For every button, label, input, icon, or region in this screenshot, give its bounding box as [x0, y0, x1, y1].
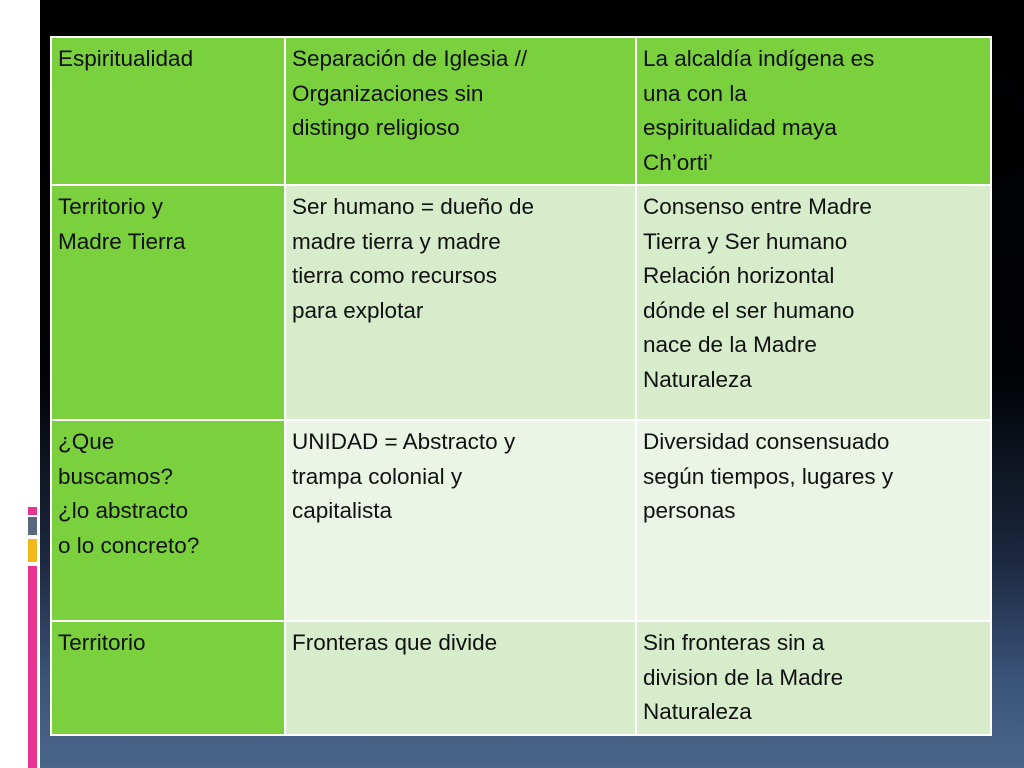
cell-line: Ser humano = dueño de: [292, 194, 535, 219]
cell-line: Territorio: [58, 630, 146, 655]
cell-line: dónde el ser humano: [643, 297, 855, 323]
decor-gray-block: [28, 517, 37, 535]
table-row: [51, 420, 991, 621]
cell-line: o lo concreto?: [58, 532, 200, 558]
cell-line: division de la Madre: [643, 664, 844, 690]
cell-line: Ch’orti’: [643, 149, 714, 175]
cell: [636, 185, 991, 420]
cell-line: una con la: [643, 80, 747, 106]
cell: [636, 621, 991, 735]
cell-line: según tiempos, lugares y: [643, 463, 894, 489]
cell-line: ¿Que: [58, 429, 115, 454]
cell-line: personas: [643, 498, 736, 523]
row-label-cell: [51, 185, 285, 420]
table-row: [51, 621, 991, 735]
cell-line: madre tierra y madre: [292, 228, 501, 254]
cell-line: buscamos?: [58, 463, 174, 489]
cell-line: Territorio y: [58, 194, 164, 219]
cell-line: nace de la Madre: [643, 332, 817, 357]
cell-line: Consenso entre Madre: [643, 194, 872, 219]
cell-line: Separación de Iglesia //: [292, 46, 528, 71]
cell-line: La alcaldía indígena es: [643, 46, 875, 71]
cell: [285, 37, 636, 185]
row-label-cell: [51, 420, 285, 621]
cell: [636, 37, 991, 185]
decor-pink-bar: [28, 566, 37, 768]
cell-line: UNIDAD = Abstracto y: [292, 429, 516, 454]
cell: [285, 621, 636, 735]
cell-line: Naturaleza: [643, 699, 752, 724]
cell-line: Sin fronteras sin a: [643, 630, 825, 655]
cell-line: ¿lo abstracto: [58, 498, 189, 523]
cell-line: para explotar: [292, 297, 424, 323]
table-row: [51, 185, 991, 420]
cell-line: espiritualidad maya: [643, 115, 837, 140]
decor-pink-square: [28, 507, 37, 515]
cell-line: trampa colonial y: [292, 463, 463, 489]
cell: [636, 420, 991, 621]
cell-line: Fronteras que divide: [292, 630, 498, 655]
cell-line: Diversidad consensuado: [643, 429, 890, 454]
cell-line: Relación horizontal: [643, 263, 835, 288]
cell-line: Tierra y Ser humano: [643, 228, 848, 254]
row-label-cell: [51, 621, 285, 735]
comparison-table: [50, 36, 992, 736]
cell-line: capitalista: [292, 498, 393, 523]
cell-line: tierra como recursos: [292, 263, 498, 288]
table-row: [51, 37, 991, 185]
cell-line: Madre Tierra: [58, 228, 186, 254]
cell-line: Organizaciones sin: [292, 80, 484, 106]
cell-line: Naturaleza: [643, 366, 752, 392]
cell-line: Espiritualidad: [58, 46, 194, 71]
cell: [285, 185, 636, 420]
cell: [285, 420, 636, 621]
decor-gold-block: [28, 539, 37, 562]
row-label-cell: [51, 37, 285, 185]
cell-line: distingo religioso: [292, 115, 460, 140]
